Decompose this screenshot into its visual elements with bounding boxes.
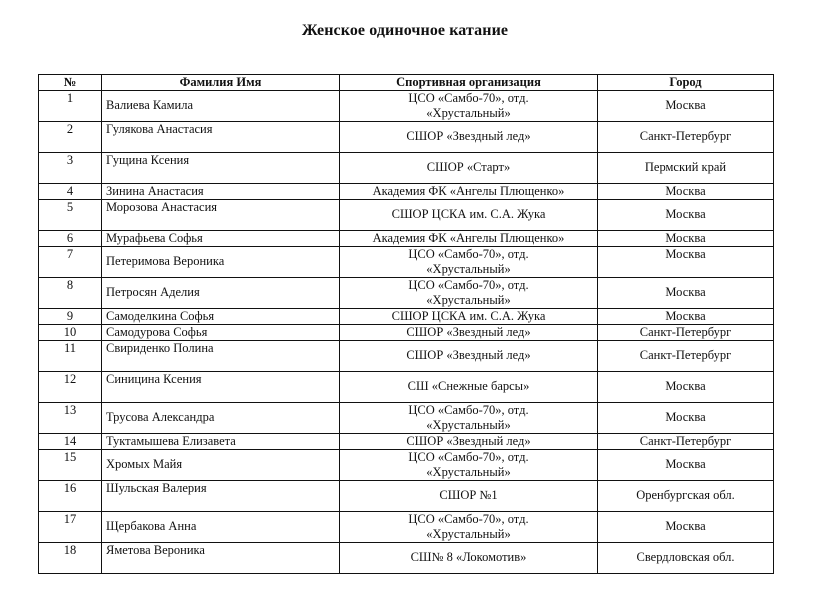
city: Москва [598,512,774,543]
row-number: 16 [39,481,102,512]
city: Пермский край [598,153,774,184]
organization: СШОР «Звездный лед» [340,434,598,450]
athlete-name: Гущина Ксения [102,153,340,184]
row-number: 10 [39,325,102,341]
organization: СШОР «Звездный лед» [340,122,598,153]
row-number: 7 [39,247,102,278]
city: Санкт-Петербург [598,341,774,372]
document-title: Женское одиночное катание [301,22,509,39]
organization-line-1: ЦСО «Самбо-70», отд. [408,91,529,105]
row-number: 11 [39,341,102,372]
row-number: 14 [39,434,102,450]
organization-line-2: «Хрустальный» [426,465,511,479]
table-row [39,481,774,512]
city: Москва [598,231,774,247]
organization: СШОР ЦСКА им. С.А. Жука [340,309,598,325]
table-row [39,184,774,200]
table-row [39,91,774,122]
table-row [39,247,774,278]
row-number: 1 [39,91,102,122]
city: Москва [598,200,774,231]
athlete-name: Щербакова Анна [102,512,340,543]
header-organization: Спортивная организация [340,75,598,91]
table-row [39,325,774,341]
row-number: 9 [39,309,102,325]
organization: Академия ФК «Ангелы Плющенко» [340,184,598,200]
organization-line-1: ЦСО «Самбо-70», отд. [408,278,529,292]
athlete-name: Гулякова Анастасия [102,122,340,153]
table-row [39,200,774,231]
row-number: 6 [39,231,102,247]
athlete-name: Петеримова Вероника [102,247,340,278]
athlete-name: Морозова Анастасия [102,200,340,231]
row-number: 12 [39,372,102,403]
organization [340,450,598,481]
organization: СШОР «Звездный лед» [340,341,598,372]
organization: СШОР «Звездный лед» [340,325,598,341]
row-number: 2 [39,122,102,153]
athlete-name: Свириденко Полина [102,341,340,372]
table-row [39,372,774,403]
row-number: 8 [39,278,102,309]
table-row [39,543,774,574]
table-row [39,231,774,247]
row-number: 13 [39,403,102,434]
row-number: 5 [39,200,102,231]
city: Москва [598,247,774,278]
athlete-name: Самоделкина Софья [102,309,340,325]
city: Санкт-Петербург [598,122,774,153]
table-row [39,403,774,434]
organization-line-1: ЦСО «Самбо-70», отд. [408,403,529,417]
organization-line-2: «Хрустальный» [426,527,511,541]
row-number: 17 [39,512,102,543]
header-city: Город [598,75,774,91]
athlete-name: Туктамышева Елизавета [102,434,340,450]
organization [340,278,598,309]
row-number: 4 [39,184,102,200]
row-number: 15 [39,450,102,481]
city: Свердловская обл. [598,543,774,574]
table-row [39,341,774,372]
athlete-name: Трусова Александра [102,403,340,434]
table-row [39,153,774,184]
organization: Академия ФК «Ангелы Плющенко» [340,231,598,247]
organization: СШОР №1 [340,481,598,512]
table-row [39,122,774,153]
table-row [39,450,774,481]
organization [340,512,598,543]
city: Москва [598,372,774,403]
city: Санкт-Петербург [598,434,774,450]
city: Санкт-Петербург [598,325,774,341]
organization [340,247,598,278]
organization [340,403,598,434]
athlete-name: Синицина Ксения [102,372,340,403]
table-row [39,278,774,309]
athlete-name: Хромых Майя [102,450,340,481]
organization: СШ№ 8 «Локомотив» [340,543,598,574]
organization: СШОР «Старт» [340,153,598,184]
athlete-name: Мурафьева Софья [102,231,340,247]
organization [340,91,598,122]
table-row [39,434,774,450]
organization-line-1: ЦСО «Самбо-70», отд. [408,247,529,261]
city: Москва [598,91,774,122]
city: Москва [598,450,774,481]
row-number: 18 [39,543,102,574]
organization-line-2: «Хрустальный» [426,418,511,432]
organization-line-2: «Хрустальный» [426,262,511,276]
table-header-row [39,75,774,91]
header-name: Фамилия Имя [102,75,340,91]
athlete-name: Петросян Аделия [102,278,340,309]
city: Москва [598,184,774,200]
organization-line-1: ЦСО «Самбо-70», отд. [408,512,529,526]
organization: СШ «Снежные барсы» [340,372,598,403]
organization-line-2: «Хрустальный» [426,293,511,307]
organization: СШОР ЦСКА им. С.А. Жука [340,200,598,231]
athlete-name: Самодурова Софья [102,325,340,341]
table-row [39,512,774,543]
table-row [39,309,774,325]
city: Москва [598,403,774,434]
city: Москва [598,309,774,325]
athletes-table [38,74,774,574]
header-number: № [39,75,102,91]
city: Москва [598,278,774,309]
athlete-name: Валиева Камила [102,91,340,122]
row-number: 3 [39,153,102,184]
athlete-name: Шульская Валерия [102,481,340,512]
city: Оренбургская обл. [598,481,774,512]
organization-line-1: ЦСО «Самбо-70», отд. [408,450,529,464]
athlete-name: Зинина Анастасия [102,184,340,200]
organization-line-2: «Хрустальный» [426,106,511,120]
athlete-name: Яметова Вероника [102,543,340,574]
